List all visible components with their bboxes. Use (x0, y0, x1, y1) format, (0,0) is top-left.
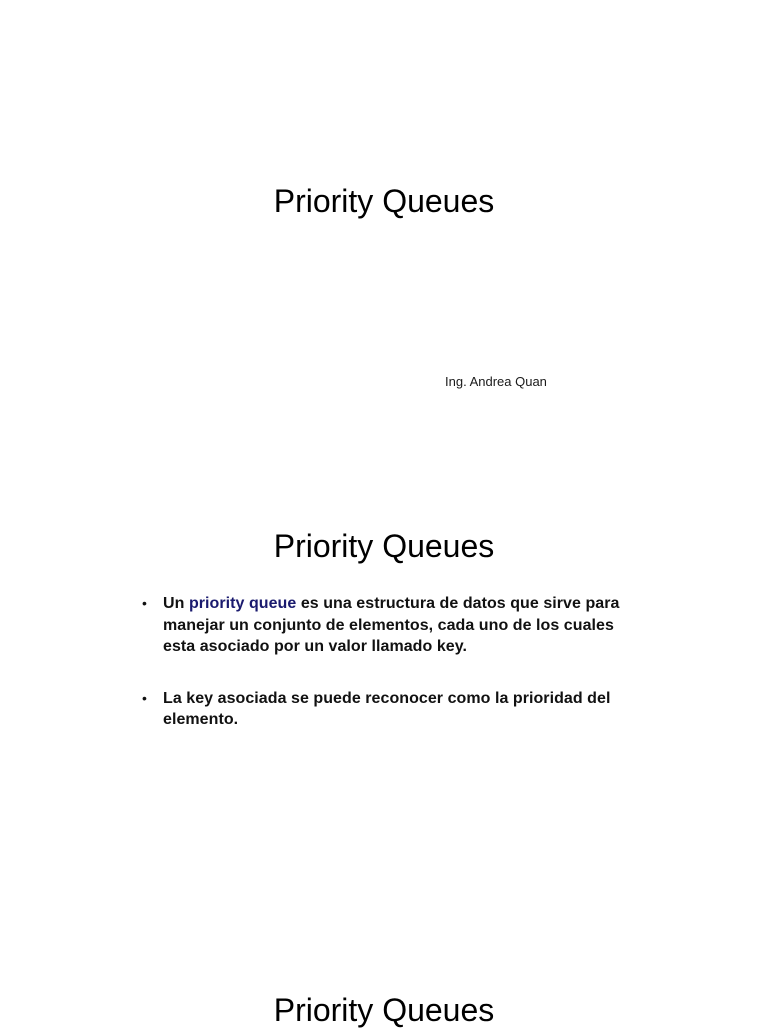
bullet-text: Un (163, 595, 189, 612)
bullet-item-definition (142, 593, 642, 658)
bullet-dot-icon: • (142, 689, 147, 706)
term-priority-queue: priority queue (188, 595, 297, 612)
slide-1-author: Ing. Andrea Quan (445, 374, 547, 389)
bullet-text: La (163, 689, 187, 707)
bullet-text: . (462, 638, 467, 655)
slide-2-bullet-list (142, 593, 642, 731)
term-key: key (436, 638, 463, 655)
slide-3-title: Priority Queues (273, 992, 495, 1028)
term-key: key (186, 689, 214, 707)
bullet-dot-icon: • (142, 595, 147, 611)
bullet-text: asociada se puede reconocer como la prioridad del elemento. (163, 689, 611, 728)
slide-2-title: Priority Queues (273, 528, 495, 564)
bullet-text: es una estructura de datos que sirve para manejar un conjunto de elementos, cada uno de los cuales esta asociado por un valor llamado (163, 595, 620, 655)
slide-1-title: Priority Queues (273, 183, 495, 219)
bullet-item-key (142, 688, 642, 731)
